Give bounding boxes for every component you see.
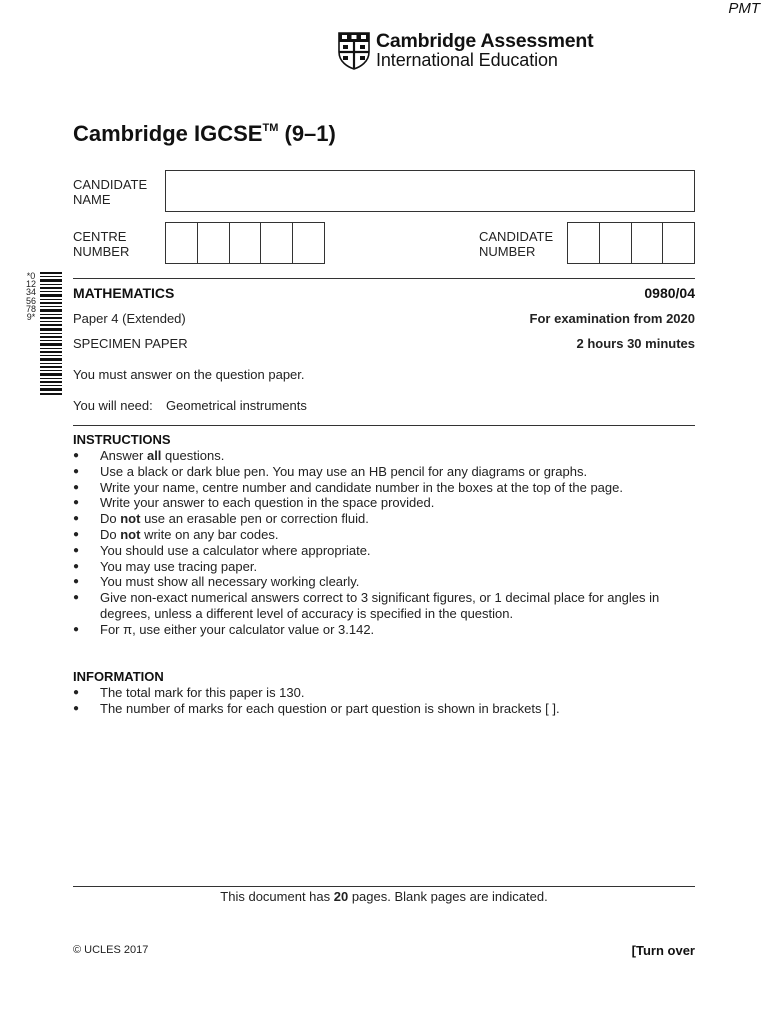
exam-from: For examination from 2020 (529, 311, 695, 326)
logo-line-1: Cambridge Assessment (376, 30, 594, 52)
cambridge-logo (338, 31, 593, 70)
list-item: ● The total mark for this paper is 130. (73, 685, 695, 701)
information-heading: INFORMATION (73, 669, 164, 684)
answer-note: You must answer on the question paper. (73, 367, 305, 382)
turn-over: [Turn over (631, 943, 695, 958)
copyright: © UCLES 2017 (73, 944, 149, 956)
digit-box[interactable] (568, 223, 600, 263)
list-item: ● Use a black or dark blue pen. You may use an HB pencil for any diagrams or graphs. (73, 464, 695, 480)
corner-mark: PMT (728, 0, 760, 17)
subject-code: 0980/04 (644, 285, 695, 301)
digit-box[interactable] (261, 223, 293, 263)
page-count-note: This document has 20 pages. Blank pages are indicated. (220, 889, 548, 904)
qualification-name: Cambridge IGCSE (73, 121, 263, 146)
list-item: ● Do not write on any bar codes. (73, 527, 695, 543)
list-item: ● You should use a calculator where appropriate. (73, 543, 695, 559)
trademark: TM (262, 122, 279, 134)
candidate-number-field[interactable] (567, 222, 695, 264)
digit-box[interactable] (166, 223, 198, 263)
exam-duration: 2 hours 30 minutes (576, 336, 695, 351)
list-item: ● The number of marks for each question or part question is shown in brackets [ ]. (73, 701, 695, 717)
digit-box[interactable] (230, 223, 262, 263)
paper-type: SPECIMEN PAPER (73, 336, 188, 351)
list-item: ● For π, use either your calculator value or 3.142. (73, 622, 695, 638)
list-item: ● You may use tracing paper. (73, 559, 695, 575)
centre-number-field[interactable] (165, 222, 325, 264)
divider (73, 886, 695, 887)
candidate-name-field[interactable] (165, 170, 695, 212)
equipment-value: Geometrical instruments (166, 398, 307, 413)
equipment-label: You will need: (73, 398, 153, 413)
list-item: ● Give non-exact numerical answers correct to 3 significant figures, or 1 decimal place for angles in degrees, unless a different level of accuracy is specified in the question. (73, 590, 695, 622)
logo-line-2: International Education (376, 50, 558, 71)
subject-title: MATHEMATICS (73, 285, 175, 301)
list-item: ● You must show all necessary working clearly. (73, 574, 695, 590)
candidate-name-label: CANDIDATE NAME (73, 177, 148, 207)
digit-box[interactable] (293, 223, 324, 263)
barcode-icon (40, 272, 62, 396)
instructions-list (73, 448, 695, 638)
centre-number-label: CENTRE NUMBER (73, 229, 130, 259)
list-item: ● Do not use an erasable pen or correction fluid. (73, 511, 695, 527)
instructions-heading: INSTRUCTIONS (73, 432, 171, 447)
barcode-digits: *0123456789* (25, 271, 36, 323)
information-list (73, 685, 695, 717)
divider (73, 278, 695, 279)
paper-name: Paper 4 (Extended) (73, 311, 186, 326)
digit-box[interactable] (632, 223, 664, 263)
university-crest-icon (338, 32, 370, 70)
digit-box[interactable] (600, 223, 632, 263)
list-item: ● Write your name, centre number and candidate number in the boxes at the top of the page. (73, 480, 695, 496)
digit-box[interactable] (663, 223, 694, 263)
list-item: ● Write your answer to each question in the space provided. (73, 495, 695, 511)
divider (73, 425, 695, 426)
digit-box[interactable] (198, 223, 230, 263)
qualification-title (73, 121, 336, 147)
list-item: ● Answer all questions. (73, 448, 695, 464)
candidate-number-label: CANDIDATE NUMBER (479, 229, 554, 259)
qualification-grade: (9–1) (284, 121, 336, 146)
